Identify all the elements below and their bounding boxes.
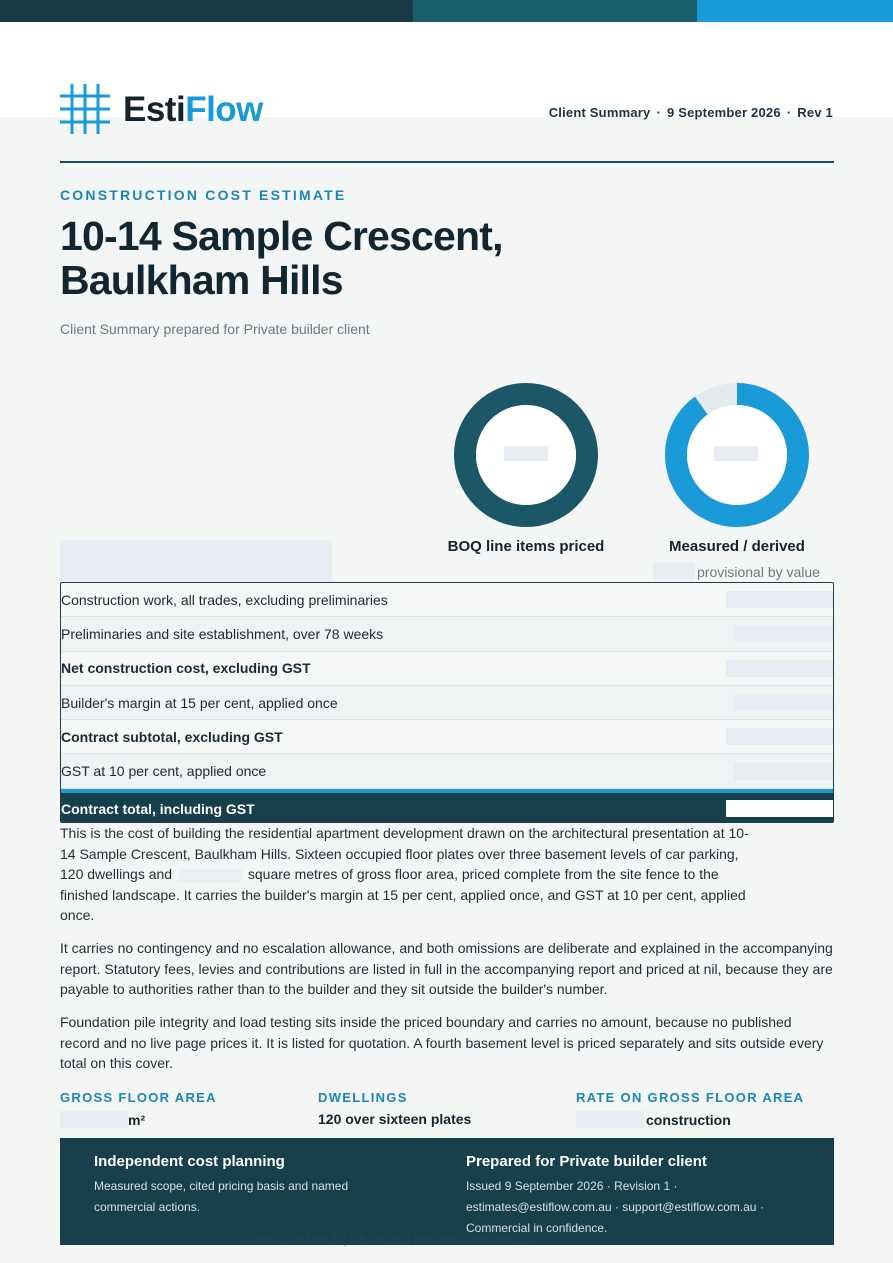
paragraph-text: This is the cost of building the residential apartment development drawn on the architectural presentation at 10-14 Sample Crescent, Baulkham Hills. Sixteen occupied floor plates over three basement levels of car parking, 120 dwellings and: [60, 825, 749, 882]
row-label: Preliminaries and site establishment, over 78 weeks: [61, 625, 384, 642]
top-bar-segment: [697, 0, 893, 22]
stat-gross-floor-area: [60, 1090, 217, 1128]
separator-dot: ·: [656, 105, 661, 120]
row-label: Net construction cost, excluding GST: [61, 660, 311, 677]
stat-value: [576, 1111, 804, 1128]
stat-unit: m²: [128, 1111, 146, 1128]
stat-dwellings: [318, 1090, 471, 1127]
row-label: Construction work, all trades, excluding preliminaries: [61, 591, 388, 608]
body-paragraph: It carries no contingency and no escalation allowance, and both omissions are deliberate and explained in the accompanying report. Statutory fees, levies and contributions are listed in full in the accompanying report and priced at nil, because they are payable to authorities rather than to the builder and they sit outside the builder's number.: [60, 940, 833, 997]
grid-logo-icon: [60, 84, 110, 134]
row-label: GST at 10 per cent, applied once: [61, 763, 267, 780]
footer-line: Issued 9 September 2026 · Revision 1 ·: [466, 1179, 678, 1193]
table-row: [61, 617, 833, 651]
title-line: Baulkham Hills: [60, 257, 343, 303]
stat-rate-on-gfa: [576, 1090, 804, 1128]
top-bar-segment: [413, 0, 697, 22]
header-meta: [549, 105, 833, 120]
footer-panel: [60, 1138, 834, 1245]
cost-table: [60, 582, 834, 823]
redacted-amount: [726, 591, 833, 608]
redacted-value: [504, 446, 548, 461]
footer-contacts: estimates@estiflow.com.au · support@estiflow.com.au ·: [466, 1200, 764, 1214]
donut-label: BOQ line items priced: [447, 538, 605, 555]
subtitle: Client Summary prepared for Private builder client: [60, 321, 370, 337]
total-label: Contract total, including GST: [61, 800, 255, 817]
page-title: [60, 214, 503, 302]
footer-title: Independent cost planning: [94, 1153, 285, 1170]
body-paragraph: Foundation pile integrity and load testing sits inside the priced boundary and carries no amount, because no published record and no live page prices it. It is listed for quotation. A fourth basement level is priced separately and sits outside every total on this cover.: [60, 1014, 824, 1071]
stat-unit: construction: [646, 1111, 731, 1128]
logo-wordmark: [123, 89, 263, 129]
doc-type: Client Summary: [548, 105, 651, 120]
redacted-value: [60, 1111, 128, 1128]
donut-measured-derived: [664, 382, 810, 528]
redacted-value: [653, 563, 695, 580]
redacted-amount: [734, 625, 833, 642]
revision: Rev 1: [797, 105, 833, 120]
table-row: [61, 583, 833, 617]
donut-boq-priced: [453, 382, 599, 528]
stat-value: 120 over sixteen plates: [318, 1111, 472, 1127]
table-row: [61, 720, 833, 754]
logo-wordmark-part2: Flow: [185, 89, 263, 129]
table-row: [61, 754, 833, 788]
redacted-value: [576, 1111, 644, 1128]
body-paragraph: [60, 823, 750, 926]
provisional-note: [653, 563, 820, 580]
top-color-bar: [0, 0, 893, 22]
provisional-label: provisional by value: [697, 563, 820, 580]
stat-value: [60, 1111, 217, 1128]
stat-label: DWELLINGS: [318, 1090, 408, 1105]
redacted-amount: [726, 800, 833, 817]
row-label: Builder's margin at 15 per cent, applied once: [61, 694, 338, 711]
separator-dot: ·: [786, 105, 792, 120]
stat-label: GROSS FLOOR AREA: [60, 1090, 217, 1105]
total-row: [61, 793, 833, 823]
title-line: 10-14 Sample Crescent,: [60, 213, 503, 259]
footer-right: [466, 1153, 806, 1239]
footer-line: Commercial in confidence.: [466, 1221, 608, 1235]
table-row: [61, 686, 833, 720]
redacted-value: [178, 869, 242, 882]
donut-label: Measured / derived: [669, 538, 805, 555]
logo: [60, 84, 263, 134]
footer-left: [94, 1153, 394, 1218]
redacted-value: [714, 446, 758, 461]
header-rule: [60, 161, 834, 163]
redacted-amount: [734, 763, 833, 780]
eyebrow: CONSTRUCTION COST ESTIMATE: [60, 187, 347, 203]
redacted-amount: [726, 728, 833, 745]
redacted-amount: [726, 660, 833, 677]
logo-wordmark-part1: Esti: [123, 89, 186, 129]
footer-text: [466, 1176, 806, 1239]
footer-text: Measured scope, cited pricing basis and named commercial actions.: [94, 1179, 349, 1214]
issue-date: 9 September 2026: [667, 105, 781, 120]
watermark: PUBLIC SAMPLE | DETAILED PRICING WITHHELD: [242, 1233, 533, 1247]
table-row: [61, 652, 833, 686]
footer-title: Prepared for Private builder client: [466, 1153, 707, 1170]
row-label: Contract subtotal, excluding GST: [61, 728, 283, 745]
stat-label: RATE ON GROSS FLOOR AREA: [576, 1090, 805, 1105]
redacted-amount: [734, 694, 833, 711]
paragraph-text: square metres of gross floor area, priced complete from the site fence to the finished landscape. It carries the builder's margin at 15 per cent, applied once, and GST at 10 per cent, applied once.: [60, 866, 746, 923]
redacted-heading: [60, 540, 332, 582]
top-bar-segment: [0, 0, 413, 22]
